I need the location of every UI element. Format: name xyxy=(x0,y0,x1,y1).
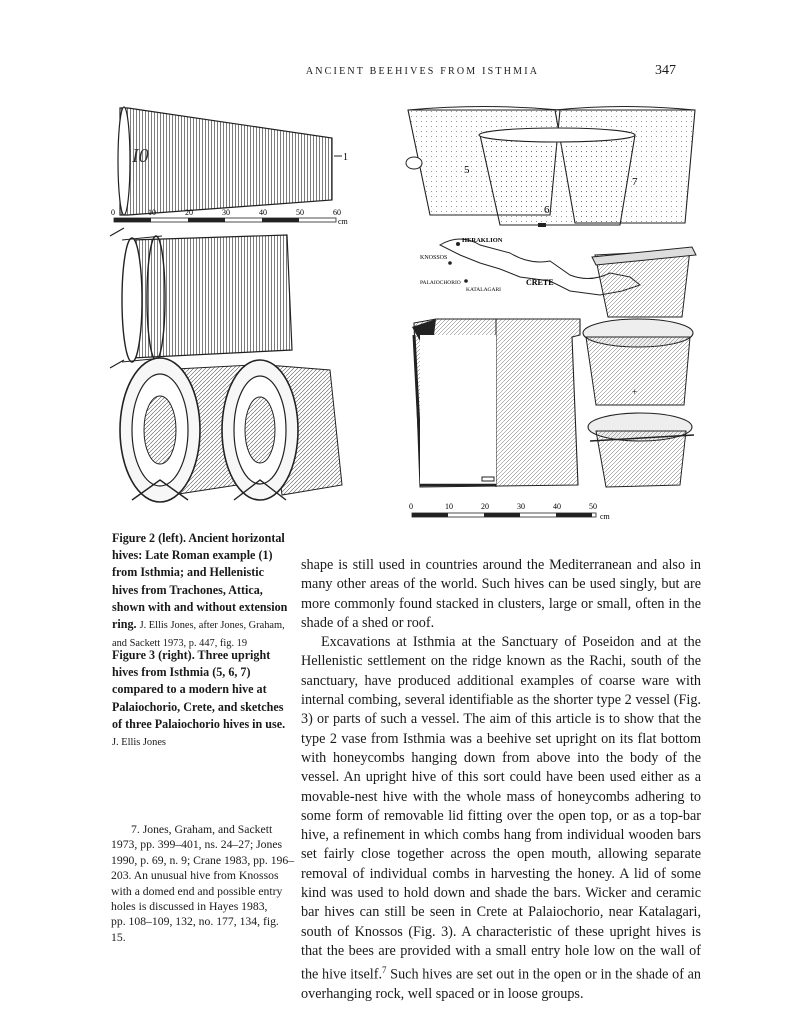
scale-tick-label: 40 xyxy=(553,502,561,511)
vessel-7-label: 6 xyxy=(544,204,550,216)
scale-tick-label: 0 xyxy=(111,208,115,217)
svg-text:+: + xyxy=(632,387,638,397)
vessel-6-label: 7 xyxy=(632,176,638,188)
paragraph-1: shape is still used in countries around the Mediterranean and also in many other areas of the world. Such hives can be used singly, but are more commonly found stacked in clusters, large or small, often in the shade of a shed or roof. xyxy=(301,557,701,631)
scale-tick-label: 20 xyxy=(185,208,193,217)
footnote-line: 203. An unusual hive from Knossos xyxy=(111,869,279,883)
map-label-katalagari: KATALAGARI xyxy=(466,287,502,293)
footnote-line: pp. 108–109, 132, no. 177, 134, fig. 15. xyxy=(111,915,279,944)
paragraph-2-text: Excavations at Isthmia at the Sanctuary of Poseidon and at the Hellenistic settlement on the ridge known as the Rachi, south of the sanctuary, have produced additional examples of coarse ware with internal combing, several identifiable as the shorter type 2 vessel (Fig. 3) or parts of such a vessel. The aim of this article is to show that the type 2 vase from Isthmia was a beehive set upright on its flat bottom with honeycombs hanging down from above into the body of the vessel. An upright hive of this sort could have been used either as a movable-nest hive with the whole mass of honeycombs adhering to some form of removable lid fitting over the open top, or as a top-bar hive, a refinement in which combs hang from individual wooden bars set fairly close together across the open mouth, allowing separate removal of individual combs in harvesting the honey. A lid of some kind was used to hold down and shade the bars. Wicker and ceramic bar hives can still be seen in Crete at Palaiochorio, near Katalagari, south of Knossos (Fig. 3). A characteristic of these upright hives is that the bees are provided with a small entry hole low on the wall of the hive itself. xyxy=(301,634,701,983)
scale-tick-label: 30 xyxy=(517,502,525,511)
footnote-line: 1973, pp. 399–401, ns. 24–27; Jones xyxy=(111,838,283,852)
hellenistic-hive-with-ring xyxy=(110,228,292,368)
scale-tick-label: 50 xyxy=(589,502,597,511)
figure-3-credit: J. Ellis Jones xyxy=(112,737,166,749)
map-label-heraklion: HERAKLION xyxy=(462,237,503,244)
footnote-reference[interactable]: 7 xyxy=(382,965,387,976)
figure-2-caption xyxy=(112,530,292,652)
figure-2-scale-bar xyxy=(114,218,336,222)
vessel-5-label: 5 xyxy=(464,164,470,176)
palaiochorio-hive-sketch-3 xyxy=(588,413,694,487)
figure-2-scale-unit: cm xyxy=(338,217,348,226)
vessel-7 xyxy=(479,128,635,227)
palaiochorio-hive-sketch-2 xyxy=(583,319,693,405)
figure-3-caption xyxy=(112,647,292,751)
scale-tick-label: 0 xyxy=(409,502,413,511)
figure-3-scale-bar xyxy=(412,513,596,517)
svg-text:I0: I0 xyxy=(132,145,149,167)
figure-2-caption-text: Figure 2 (left). Ancient horizontal hives: Late Roman example (1) from Isthmia; and Hellenistic hives from Trachones, Attica, shown with and without extension ring. xyxy=(112,531,288,632)
footnote-line: holes is discussed in Hayes 1983, xyxy=(111,900,268,914)
figure-2-drawing xyxy=(102,100,352,510)
figure-3-drawing xyxy=(400,105,700,525)
page-number: 347 xyxy=(655,63,676,78)
paragraph-2-end: Such hives are set out in the open or in the shade of an overhanging rock, well spaced or in loose groups. xyxy=(301,966,701,1003)
footnote-line: with a domed end and possible entry xyxy=(111,884,283,898)
figure-2-credit: J. Ellis Jones, after Jones, Graham, and Sackett 1973, p. 447, fig. 19 xyxy=(112,620,285,650)
map-label-knossos: KNOSSOS xyxy=(420,255,448,261)
scale-tick-label: 10 xyxy=(148,208,156,217)
figure-3-scale-labels xyxy=(409,502,597,511)
footnote-7 xyxy=(111,822,296,945)
figure-3-scale-unit: cm xyxy=(600,512,610,521)
scale-tick-label: 40 xyxy=(259,208,267,217)
hive-1-label: 1 xyxy=(343,152,348,163)
figure-3-caption-text: Figure 3 (right). Three upright hives from Isthmia (5, 6, 7) compared to a modern hive at Palaiochorio, Crete, and sketches of three Palaiochorio hives in use. xyxy=(112,648,286,731)
paragraph-2 xyxy=(301,633,701,1004)
body-text xyxy=(301,556,701,1005)
running-head: ANCIENT BEEHIVES FROM ISTHMIA xyxy=(305,66,540,77)
footnote-line: 7. Jones, Graham, and Sackett xyxy=(131,823,273,836)
palaiochorio-hive-sketch-1 xyxy=(592,247,696,317)
map-label-palaiochorio: PALAIOCHORIO xyxy=(420,280,461,286)
scale-tick-label: 30 xyxy=(222,208,230,217)
footnote-line: 1990, p. 69, n. 9; Crane 1983, pp. 196– xyxy=(111,853,295,867)
scale-tick-label: 10 xyxy=(445,502,453,511)
scale-tick-label: 50 xyxy=(296,208,304,217)
hellenistic-hive-right xyxy=(222,360,342,500)
map-label-crete: CRETE xyxy=(526,278,554,287)
scale-tick-label: 60 xyxy=(333,208,341,217)
scale-tick-label: 20 xyxy=(481,502,489,511)
roman-hive-1 xyxy=(118,107,342,215)
vessel-section-drawing xyxy=(412,319,580,487)
